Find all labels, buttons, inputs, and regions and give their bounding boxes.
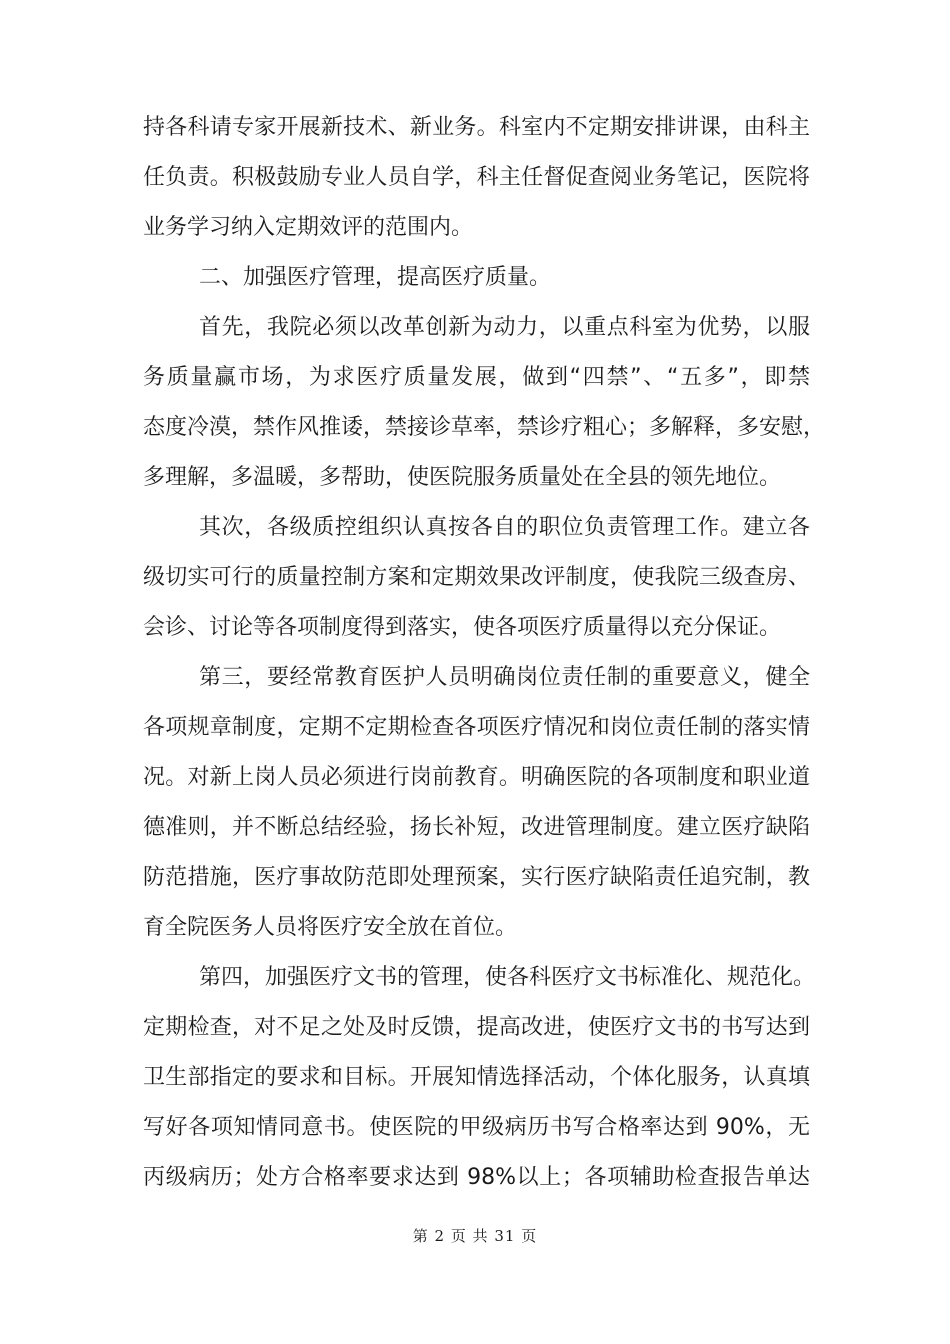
text-line: 况。对新上岗人员必须进行岗前教育。明确医院的各项制度和职业道	[143, 765, 810, 790]
text-line: 防范措施，医疗事故防范即处理预案，实行医疗缺陷责任追究制，教	[143, 865, 810, 890]
text-line: 级切实可行的质量控制方案和定期效果改评制度，使我院三级查房、	[143, 565, 810, 590]
text-line: 会诊、讨论等各项制度得到落实，使各项医疗质量得以充分保证。	[143, 615, 782, 640]
text-line: 其次，各级质控组织认真按各自的职位负责管理工作。建立各	[199, 515, 810, 540]
text-line: 卫生部指定的要求和目标。开展知情选择活动，个体化服务，认真填	[143, 1065, 810, 1090]
text-line: 丙级病历；处方合格率要求达到 98%以上；各项辅助检查报告单达	[143, 1165, 810, 1190]
text-line: 第三，要经常教育医护人员明确岗位责任制的重要意义，健全	[199, 665, 810, 690]
page-number-footer: 第 2 页 共 31 页	[412, 1227, 538, 1245]
text-line: 德准则，并不断总结经验，扬长补短，改进管理制度。建立医疗缺陷	[143, 815, 810, 840]
text-line: 任负责。积极鼓励专业人员自学，科主任督促查阅业务笔记，医院将	[143, 165, 810, 190]
text-line: 首先，我院必须以改革创新为动力，以重点科室为优势，以服	[199, 315, 810, 340]
text-line: 务质量赢市场，为求医疗质量发展，做到“四禁”、“五多”，即禁	[143, 365, 810, 390]
text-line: 多理解，多温暖，多帮助，使医院服务质量处在全县的领先地位。	[143, 465, 782, 490]
text-line: 育全院医务人员将医疗安全放在首位。	[143, 915, 518, 940]
text-line: 各项规章制度，定期不定期检查各项医疗情况和岗位责任制的落实情	[143, 715, 810, 740]
text-line: 业务学习纳入定期效评的范围内。	[143, 215, 474, 240]
text-line: 定期检查，对不足之处及时反馈，提高改进，使医疗文书的书写达到	[143, 1015, 810, 1040]
text-line: 第四，加强医疗文书的管理，使各科医疗文书标准化、规范化。	[199, 965, 816, 990]
section-heading: 二、加强医疗管理，提高医疗质量。	[199, 265, 552, 290]
text-line: 态度冷漠，禁作风推诿，禁接诊草率，禁诊疗粗心；多解释，多安慰，	[143, 415, 826, 440]
text-line: 写好各项知情同意书。使医院的甲级病历书写合格率达到 90%，无	[143, 1115, 810, 1140]
text-line: 持各科请专家开展新技术、新业务。科室内不定期安排讲课，由科主	[143, 115, 810, 140]
